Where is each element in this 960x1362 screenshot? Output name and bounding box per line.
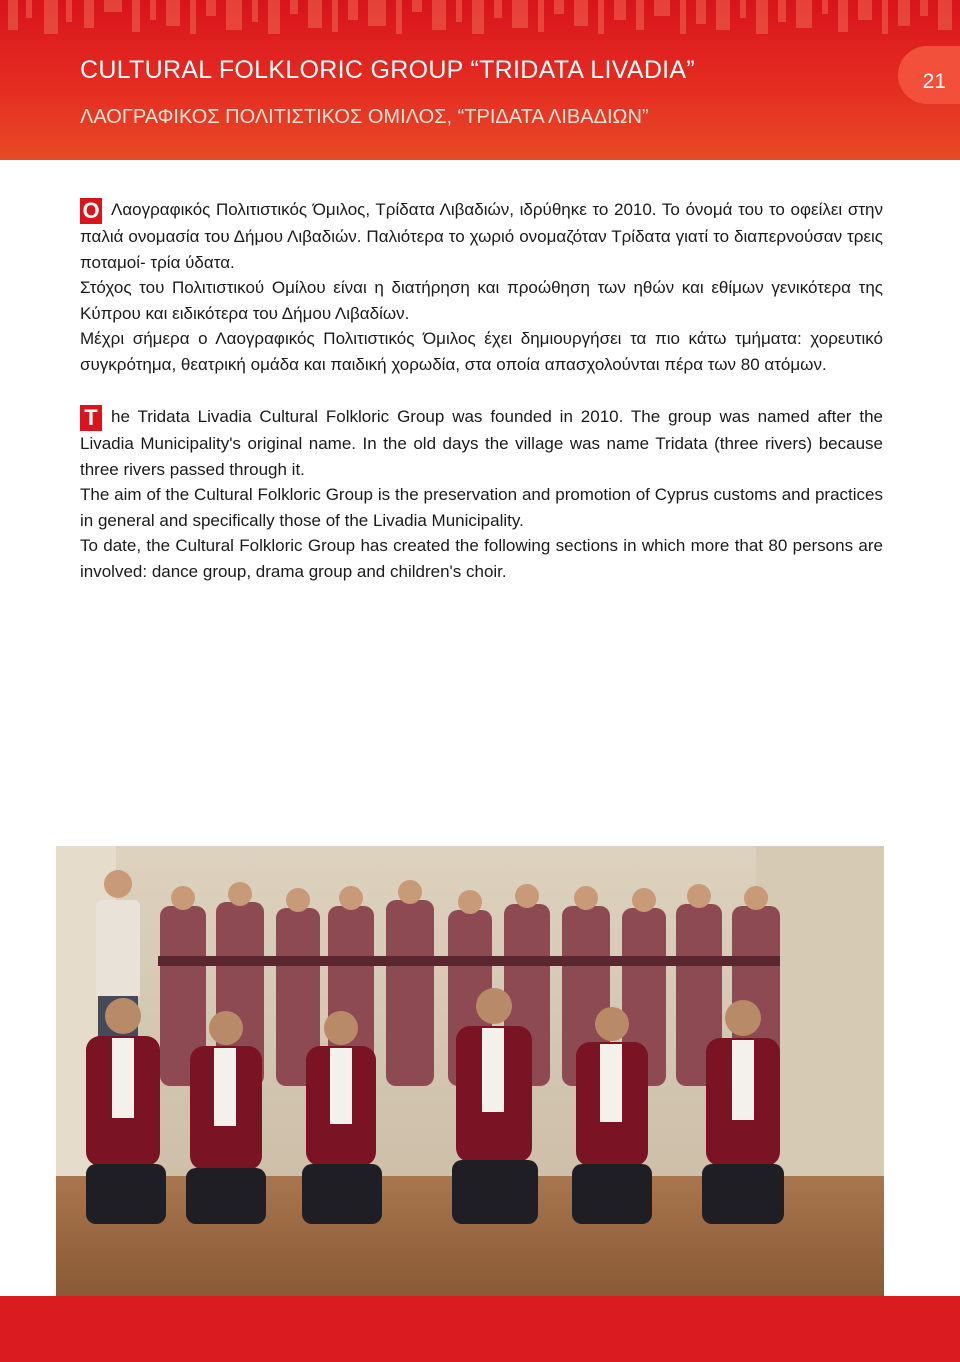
english-paragraph-3: To date, the Cultural Folkloric Group has created the following sections in which more that 80 persons are involved: dance group, drama group and children's choir. bbox=[80, 536, 883, 581]
greek-paragraph-3: Μέχρι σήμερα ο Λαογραφικός Πολιτιστικός Όμιλος έχει δημιουργήσει τα πιο κάτω τμήματα: χορευτικό συγκρότημα, θεατρική ομάδα και παιδική χορωδία, στα οποία απασχολούνται πέρα των 80 ατόμων. bbox=[80, 329, 883, 374]
page-footer-band bbox=[0, 1296, 960, 1362]
group-photo bbox=[56, 846, 884, 1296]
greek-paragraph-2: Στόχος του Πολιτιστικού Ομίλου είναι η διατήρηση και προώθηση των ηθών και εθίμων γενικότερα της Κύπρου και ειδικότερα του Δήμου Λιβαδίων. bbox=[80, 278, 883, 323]
english-paragraph-1 bbox=[80, 404, 883, 482]
page-number: 21 bbox=[922, 70, 946, 93]
english-paragraph-1-text: he Tridata Livadia Cultural Folkloric Group was founded in 2010. The group was named after the Livadia Municipality's original name. In the old days the village was name Tridata (three rivers) because three rivers passed through it. bbox=[80, 407, 883, 479]
decorative-pattern-band bbox=[0, 0, 960, 40]
english-text-section bbox=[80, 404, 883, 584]
greek-dropcap: Ο bbox=[80, 198, 102, 224]
page-header bbox=[0, 0, 960, 160]
page-subtitle-greek: ΛΑΟΓΡΑΦΙΚΟΣ ΠΟΛΙΤΙΣΤΙΚΟΣ ΟΜΙΛΟΣ, “ΤΡΙΔΑΤΑ ΛΙΒΑΔΙΩΝ” bbox=[80, 106, 649, 128]
greek-text-section bbox=[80, 197, 883, 377]
greek-paragraph-1-text: Λαογραφικός Πολιτιστικός Όμιλος, Τρίδατα Λιβαδιών, ιδρύθηκε το 2010. Το όνομά του το οφείλει στην παλιά ονομασία του Δήμου Λιβαδιών. Παλιότερα το χωριό ονομαζόταν Τρίδατα γιατί το διαπερνούσαν τρεις ποταμοί- τρία ύδατα. bbox=[80, 200, 883, 272]
page-title: CULTURAL FOLKLORIC GROUP “TRIDATA LIVADIA” bbox=[80, 56, 696, 84]
english-dropcap: T bbox=[80, 405, 102, 431]
english-paragraph-2: The aim of the Cultural Folkloric Group is the preservation and promotion of Cyprus customs and practices in general and specifically those of the Livadia Municipality. bbox=[80, 485, 883, 530]
group-photo-illustration bbox=[56, 846, 884, 1296]
greek-paragraph-1 bbox=[80, 197, 883, 275]
